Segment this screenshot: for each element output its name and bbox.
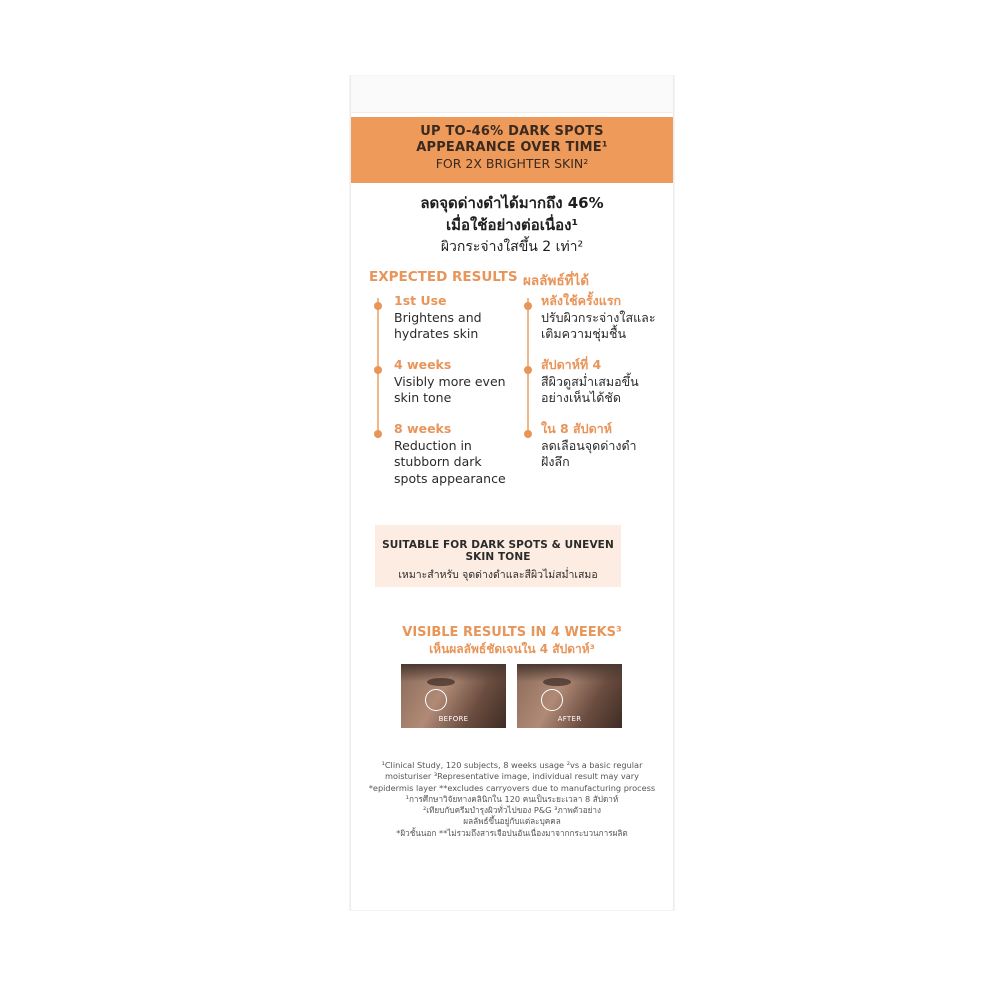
step-text: ปรับผิวกระจ่างใสและ: [541, 309, 656, 325]
step-th-week-8: [541, 421, 637, 471]
product-box-panel: [350, 76, 674, 910]
step-label: 1st Use: [394, 293, 447, 308]
footnote-line: moisturiser ³Representative image, individual result may vary: [385, 771, 639, 782]
step-text: Visibly more even: [394, 373, 506, 389]
step-text: ฝังลึก: [541, 454, 570, 469]
step-text: stubborn dark: [394, 454, 482, 469]
timeline-dot-en-1: [374, 302, 382, 310]
step-text: spots appearance: [394, 470, 506, 486]
thai-claim-heading: [351, 192, 673, 258]
after-label: AFTER: [557, 715, 582, 723]
after-photo: [517, 664, 622, 728]
suitable-for-en: SUITABLE FOR DARK SPOTS & UNEVEN SKIN TONE: [382, 539, 614, 563]
step-text: เติมความชุ่มชื้น: [541, 326, 627, 341]
suitable-for-panel: [375, 525, 621, 587]
timeline-dot-th-3: [524, 430, 532, 438]
step-text: สีผิวดูสม่ำเสมอขึ้น: [541, 373, 639, 389]
step-en-8-weeks: [394, 421, 506, 487]
step-th-week-4: [541, 357, 639, 407]
step-label: ใน 8 สัปดาห์: [541, 421, 612, 436]
footnote-line: ผลลัพธ์ขึ้นอยู่กับแต่ละบุคคล: [463, 816, 561, 827]
before-label: BEFORE: [438, 715, 469, 723]
visible-results-th: เห็นผลลัพธ์ชัดเจนใน 4 สัปดาห์³: [429, 642, 595, 656]
step-text: ลดเลือนจุดด่างดำ: [541, 437, 637, 453]
footnote-line: ²เทียบกับครีมบำรุงผิวทั่วไปของ P&G ³ภาพตัวอย่าง: [422, 805, 602, 816]
banner-line-2: APPEARANCE OVER TIME¹: [416, 140, 608, 155]
before-photo: [401, 664, 506, 728]
expected-results-title-en: EXPECTED RESULTS: [369, 269, 518, 285]
timeline-dot-en-2: [374, 366, 382, 374]
timeline-dot-en-3: [374, 430, 382, 438]
footnotes: [365, 760, 659, 839]
footnote-line: ¹การศึกษาวิจัยทางคลินิกใน 120 คนเป็นระยะเวลา 8 สัปดาห์: [405, 793, 619, 804]
step-text: อย่างเห็นได้ชัด: [541, 390, 622, 405]
footnote-line: ¹Clinical Study, 120 subjects, 8 weeks usage ²vs a basic regular: [381, 760, 643, 770]
step-text: Brightens and: [394, 309, 482, 325]
banner-line-3: FOR 2X BRIGHTER SKIN²: [435, 156, 589, 171]
timeline-dot-th-2: [524, 366, 532, 374]
step-label: หลังใช้ครั้งแรก: [541, 293, 622, 308]
step-label: 8 weeks: [394, 421, 452, 436]
visible-results-heading: [351, 625, 673, 657]
thai-claim-line-3: ผิวกระจ่างใสขึ้น 2 เท่า²: [440, 239, 584, 255]
expected-results-title-th: ผลลัพธ์ที่ได้: [523, 273, 590, 289]
step-text: hydrates skin: [394, 326, 479, 341]
step-label: สัปดาห์ที่ 4: [541, 357, 602, 372]
step-label: 4 weeks: [394, 357, 452, 372]
step-en-4-weeks: [394, 357, 506, 407]
photo-eye: [427, 678, 455, 686]
step-text: skin tone: [394, 390, 452, 405]
highlight-circle-icon: [541, 689, 563, 711]
footnote-line: *ผิวชั้นนอก **ไม่รวมถึงสารเจือปนอันเนื่องมาจากกระบวนการผลิต: [396, 827, 628, 838]
step-text: Reduction in: [394, 437, 472, 453]
highlight-circle-icon: [425, 689, 447, 711]
claim-banner: [351, 117, 673, 183]
step-th-first-use: [541, 293, 656, 343]
footnote-line: *epidermis layer **excludes carryovers due to manufacturing process: [368, 782, 656, 793]
thai-claim-line-1: ลดจุดด่างดำได้มากถึง 46%: [420, 194, 604, 212]
visible-results-en: VISIBLE RESULTS IN 4 WEEKS³: [402, 625, 622, 640]
timeline-dot-th-1: [524, 302, 532, 310]
thai-claim-line-2: เมื่อใช้อย่างต่อเนื่อง¹: [445, 216, 579, 234]
suitable-for-th: เหมาะสำหรับ จุดด่างดำและสีผิวไม่สม่ำเสมอ: [398, 569, 598, 581]
photo-eye: [543, 678, 571, 686]
box-top-flap: [351, 76, 673, 113]
banner-line-1: UP TO-46% DARK SPOTS: [420, 124, 604, 139]
step-en-1st-use: [394, 293, 482, 343]
